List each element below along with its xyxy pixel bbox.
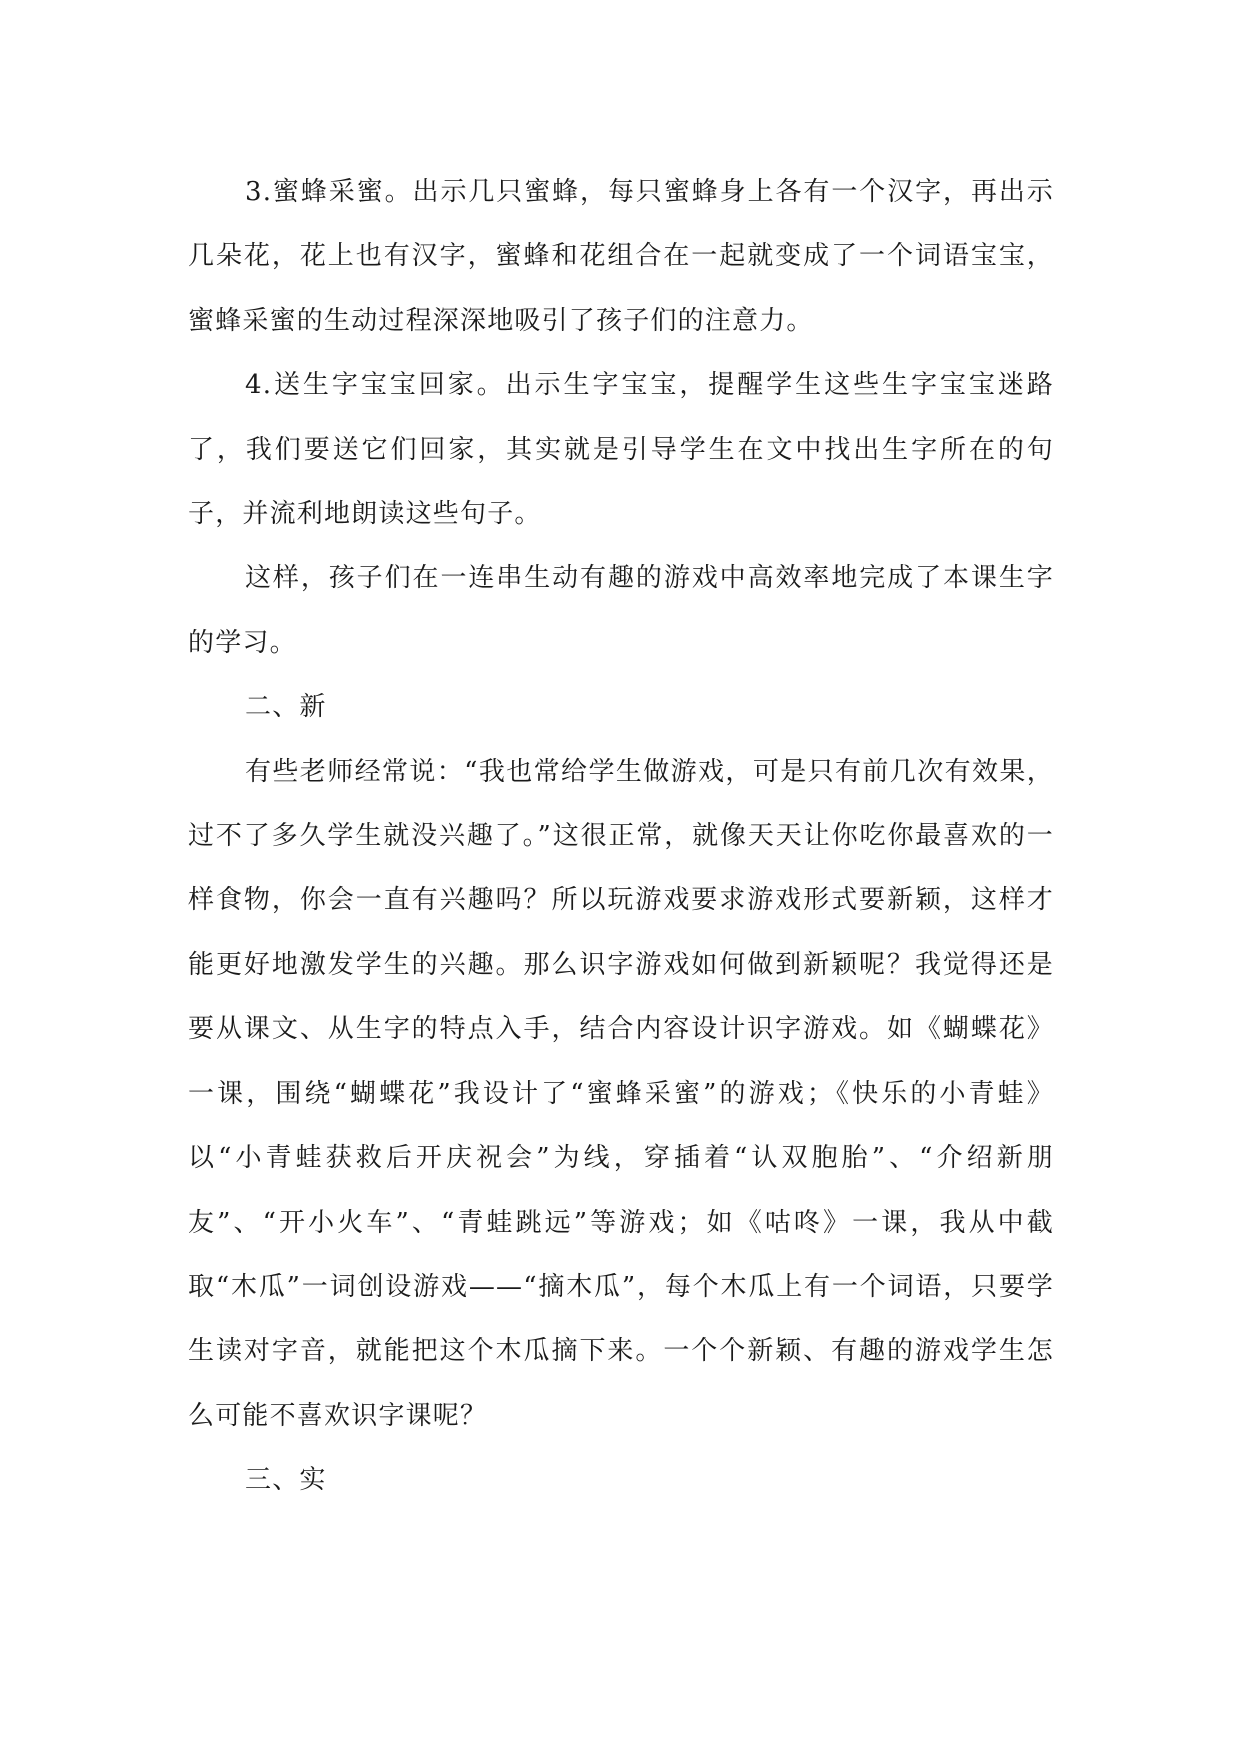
paragraph-bee-honey: 3.蜜蜂采蜜。出示几只蜜蜂，每只蜜蜂身上各有一个汉字，再出示几朵花，花上也有汉字，蜜蜂和花组合在一起就变成了一个词语宝宝，蜜蜂采蜜的生动过程深深地吸引了孩子们的注意力。 xyxy=(188,177,1054,336)
document-body xyxy=(188,160,1054,1513)
section-heading-practical: 三、实 xyxy=(245,1465,327,1496)
paragraph-send-characters-home: 4.送生字宝宝回家。出示生字宝宝，提醒学生这些生字宝宝迷路了，我们要送它们回家，其实就是引导学生在文中找出生字所在的句子，并流利地朗读这些句子。 xyxy=(188,370,1054,530)
paragraph-novel-games: 有些老师经常说：“我也常给学生做游戏，可是只有前几次有效果，过不了多久学生就没兴趣了。”这很正常，就像天天让你吃你最喜欢的一样食物，你会一直有兴趣吗？所以玩游戏要求游戏形式要新颖，这样才能更好地激发学生的兴趣。那么识字游戏如何做到新颖呢？我觉得还是要从课文、从生字的特点入手，结合内容设计识字游戏。如《蝴蝶花》一课，围绕“蝴蝶花”我设计了“蜜蜂采蜜”的游戏；《快乐的小青蛙》以“小青蛙获救后开庆祝会”为线，穿插着“认双胞胎”、“介绍新朋友”、“开小火车”、“青蛙跳远”等游戏；如《咕咚》一课，我从中截取“木瓜”一词创设游戏——“摘木瓜”，每个木瓜上有一个词语，只要学生读对字音，就能把这个木瓜摘下来。一个个新颖、有趣的游戏学生怎么可能不喜欢识字课呢？ xyxy=(188,756,1054,1431)
section-heading-new: 二、新 xyxy=(245,692,327,723)
paragraph-summary: 这样，孩子们在一连串生动有趣的游戏中高效率地完成了本课生字的学习。 xyxy=(188,563,1054,658)
